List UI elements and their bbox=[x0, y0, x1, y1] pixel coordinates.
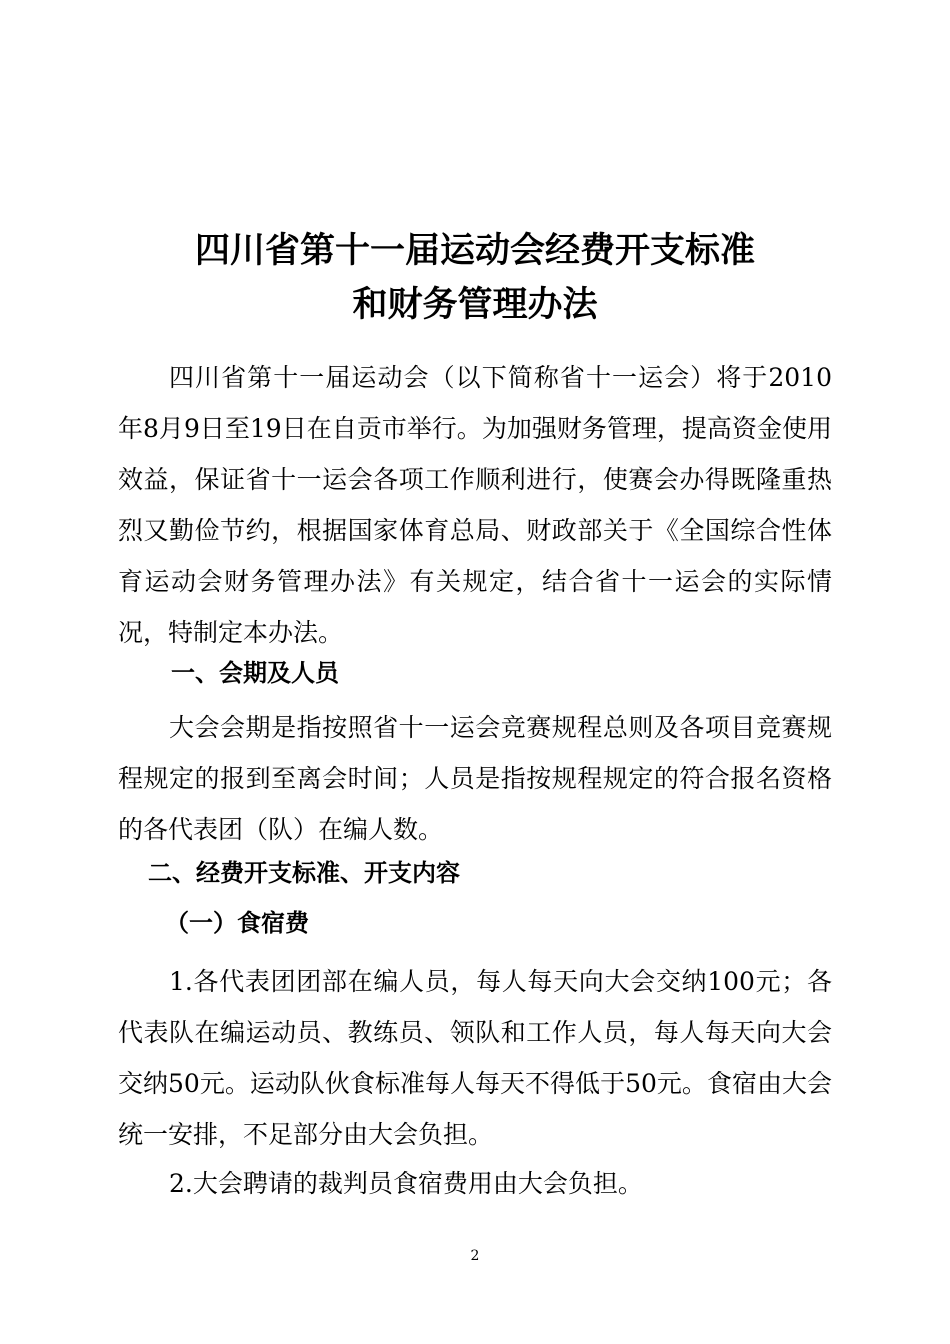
section-heading-expense-standards: 二、经费开支标准、开支内容 bbox=[148, 859, 460, 887]
document-title-line-1: 四川省第十一届运动会经费开支标准 bbox=[194, 231, 755, 271]
page-number: 2 bbox=[470, 1248, 480, 1264]
intro-paragraph: 四川省第十一届运动会（以下简称省十一运会）将于2010年8月9日至19日在自贡市举行。为加强财务管理，提高资金使用效益，保证省十一运会各项工作顺利进行，使赛会办得既隆重热烈又勤俭节约，根据国家体育总局、财政部关于《全国综合性体育运动会财务管理办法》有关规定，结合省十一运会的实际情况，特制定本办法。 bbox=[118, 363, 832, 647]
section-heading-meeting-period: 一、会期及人员 bbox=[171, 659, 339, 687]
subsection-heading-food-lodging: （一）食宿费 bbox=[165, 909, 309, 937]
list-item-delegation-fees: 1.各代表团团部在编人员，每人每天向大会交纳100元；各代表队在编运动员、教练员、领队和工作人员，每人每天向大会交纳50元。运动队伙食标准每人每天不得低于50元。食宿由大会统一安排，不足部分由大会负担。 bbox=[118, 967, 832, 1149]
list-item-referee-costs: 2.大会聘请的裁判员食宿费用由大会负担。 bbox=[169, 1169, 643, 1198]
section-body-meeting-period: 大会会期是指按照省十一运会竞赛规程总则及各项目竞赛规程规定的报到至离会时间；人员是指按规程规定的符合报名资格的各代表团（队）在编人数。 bbox=[118, 713, 832, 844]
document-title-line-2: 和财务管理办法 bbox=[352, 285, 598, 325]
